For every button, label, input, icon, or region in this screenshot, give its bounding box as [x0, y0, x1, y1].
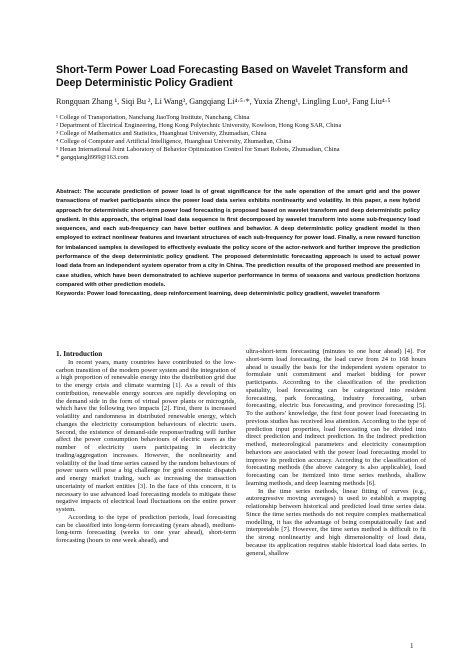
abstract-text: Abstract: The accurate prediction of power load is of great significance for the safe operation of the smart grid and the power transactions of market participants since the power load data series exhibits nonlinearity and volatility. In this paper, a new hybrid approach for deterministic short-term power load forecasting is proposed based on wavelet transform and deep deterministic policy gradient. In this approach, the original load data sequence is first decomposed by wavelet transform into some sub-frequency load sequences, and each sub-frequency can have better outlines and behavior. A deep deterministic policy gradient model is then employed to extract nonlinear features and invariant structures of each sub-frequency for power load. Finally, a new reward function for imbalanced samples is developed to effectively evaluate the policy score of the actor-network and further improve the prediction performance of the deep deterministic policy gradient. The proposed deterministic forecasting approach is used to actual power load data from an independent system operator from a city in China. The prediction results of the proposed method are presented in case studies, which have been demonstrated to achieve superior performance in terms of seasons and various prediction horizons compared with other prediction models.	[56, 189, 420, 288]
affiliation-line: ³ College of Mathematics and Statistics, Huanghuai University, Zhumadian, China	[56, 129, 267, 137]
abstract-block	[56, 188, 420, 300]
left-column	[56, 351, 236, 545]
author-list: Rongquan Zhang ¹, Siqi Bu ², Li Wang³, Gangqiang Li⁴·⁵·*, Yuxia Zheng¹, Lingling Luo¹, Fang Liu⁴·⁵	[56, 97, 391, 106]
body-paragraph: In the time series methods, linear fitting of curves (e.g., autoregressive moving averages) is used to establish a mapping relationship between historical and predicted load time series data. Since the time series methods do not require complex mathematical modelling, it has the advantage of being computationally fast and interpretable [7]. However, the time series method is difficult to fit the strong nonlinearity and high dimensionality of load data, because its application requires stable historical load data series. In general, shallow	[246, 487, 426, 557]
body-paragraph: According to the type of prediction periods, load forecasting can be classified into long-term forecasting (years ahead), medium-long-term forecasting (weeks to one year ahead), short-term forecasting (hours to one week ahead), and	[56, 513, 236, 544]
section-heading: 1. Introduction	[56, 350, 103, 358]
affiliations	[56, 114, 436, 161]
right-column	[246, 348, 426, 557]
body-paragraph: In recent years, many countries have contributed to the low-carbon transition of the modern power system and the integration of a high proportion of renewable energy into the distribution grid due to the energy crisis and climate warming [1]. As a result of this contribution, renewable energy sources are rapidly developing on the demand side in the form of virtual power plants or microgrids, which have the following two impacts [2]. First, there is increased volatility and randomness in distributed renewable energy, which changes the electricity consumption behaviours of electric users. Second, the existence of demand-side response/trading will further affect the power consumption behaviours of electric users as the number of electricity users participating in electricity trading/aggregation increases. However, the nonlinearity and volatility of the load time series caused by the random behaviours of power users will pose a big challenge for grid economic dispatch and energy market trading, such as increasing the transaction uncertainty of market entities [3]. In the face of this concern, it is necessary to use advanced load forecasting models to mitigate these negative impacts of electrical load fluctuations on the entire power system.	[56, 358, 236, 513]
paper-title: Short-Term Power Load Forecasting Based on Wavelet Transform and Deep Deterministic Policy Gradient	[56, 64, 409, 89]
affiliation-line: ⁴ College of Computer and Artificial Intelligence, Huanghuai University, Zhumadian, China	[56, 137, 292, 145]
affiliation-line: ⁵ Henan International Joint Laboratory of Behavior Optimization Control for Smart Robots, Zhumadian, China	[56, 145, 340, 153]
body-paragraph: ultra-short-term forecasting (minutes to one hour ahead) [4]. For short-term load forecasting, the load curve from 24 to 168 hours ahead is usually the basis for the independent system operator to formulate unit commitment and market bidding for power participants. According to the classification of the prediction spatiality, load forecasting can be categorized into resident forecasting, park forecasting, industry forecasting, urban forecasting, electric bus forecasting, and province forecasting [5]. To the authors' knowledge, the first four power load forecasting in previous studies has received less attention. According to the type of prediction input properties, load forecasting can be divided into direct prediction and indirect prediction. In the indirect prediction method, meteorological parameters and electricity consumption behaviors are associated with the power load forecasting model to improve its prediction accuracy. According to the classification of forecasting methods (the above category is also applicable), load forecasting can be itemized into time series methods, shallow learning methods, and deep learning methods [6].	[246, 348, 426, 487]
affiliation-line: ² Department of Electrical Engineering, Hong Kong Polytechnic University, Kowloon, Hong Kong SAR, China	[56, 121, 342, 129]
keywords: Keywords: Power load forecasting, deep reinforcement learning, deep deterministic policy gradient, wavelet transform	[56, 291, 380, 298]
page-number: 1	[410, 642, 414, 650]
corresponding-email: * gangqiangli999@163.com	[56, 153, 129, 161]
affiliation-line: ¹ College of Transportation, Nanchang JiaoTong Institute, Nanchang, China	[56, 114, 250, 121]
